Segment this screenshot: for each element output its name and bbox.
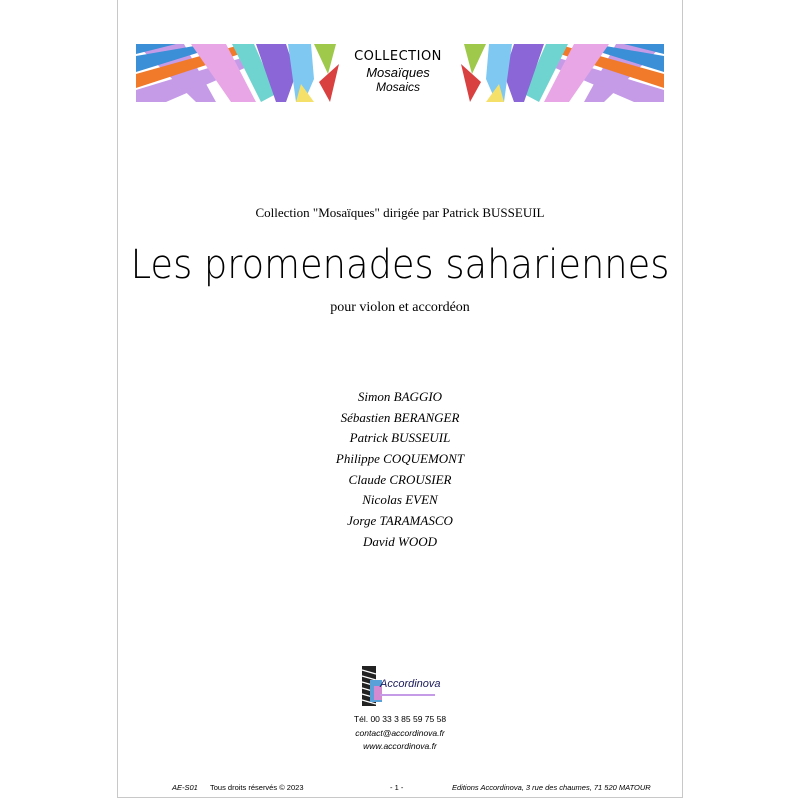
instrumentation-subtitle: pour violon et accordéon	[330, 300, 470, 315]
collection-label: COLLECTION	[354, 49, 442, 64]
composer-name: Philippe COQUEMONT	[335, 451, 465, 467]
publisher-phone: Tél. 00 33 3 85 59 75 58	[353, 714, 447, 724]
footer-catalog-code: AE-S01	[172, 783, 198, 792]
collection-director-line: Collection "Mosaïques" dirigée par Patrick BUSSEUIL	[255, 205, 545, 220]
composer-name: Sébastien BERANGER	[340, 409, 460, 425]
footer-publisher-address: Editions Accordinova, 3 rue des chaumes, 71 520 MATOUR	[452, 783, 651, 792]
piece-title: Les promenades sahariennes	[130, 242, 670, 288]
publisher-contact	[0, 713, 800, 754]
publisher-logo-text: Accordinova	[380, 678, 441, 690]
composer-name: Simon BAGGIO	[357, 389, 443, 404]
footer-rights: Tous droits réservés © 2023	[210, 783, 304, 792]
collection-name: Mosaïques	[366, 65, 430, 80]
publisher-email[interactable]: contact@accordinova.fr	[355, 727, 445, 738]
composer-name: Jorge TARAMASCO	[347, 513, 453, 529]
publisher-website[interactable]: www.accordinova.fr	[363, 741, 437, 751]
composer-name: David WOOD	[362, 533, 437, 549]
footer-page-number: - 1 -	[390, 783, 404, 792]
composer-name: Nicolas EVEN	[362, 492, 438, 508]
banner-right-stripes	[461, 44, 664, 102]
collection-label-box	[340, 44, 456, 102]
collection-name-english: Mosaics	[375, 80, 420, 94]
composer-name: Patrick BUSSEUIL	[349, 430, 451, 446]
composer-name: Claude CROUSIER	[348, 471, 452, 487]
banner-left-stripes	[136, 44, 339, 102]
composer-list	[0, 387, 800, 553]
